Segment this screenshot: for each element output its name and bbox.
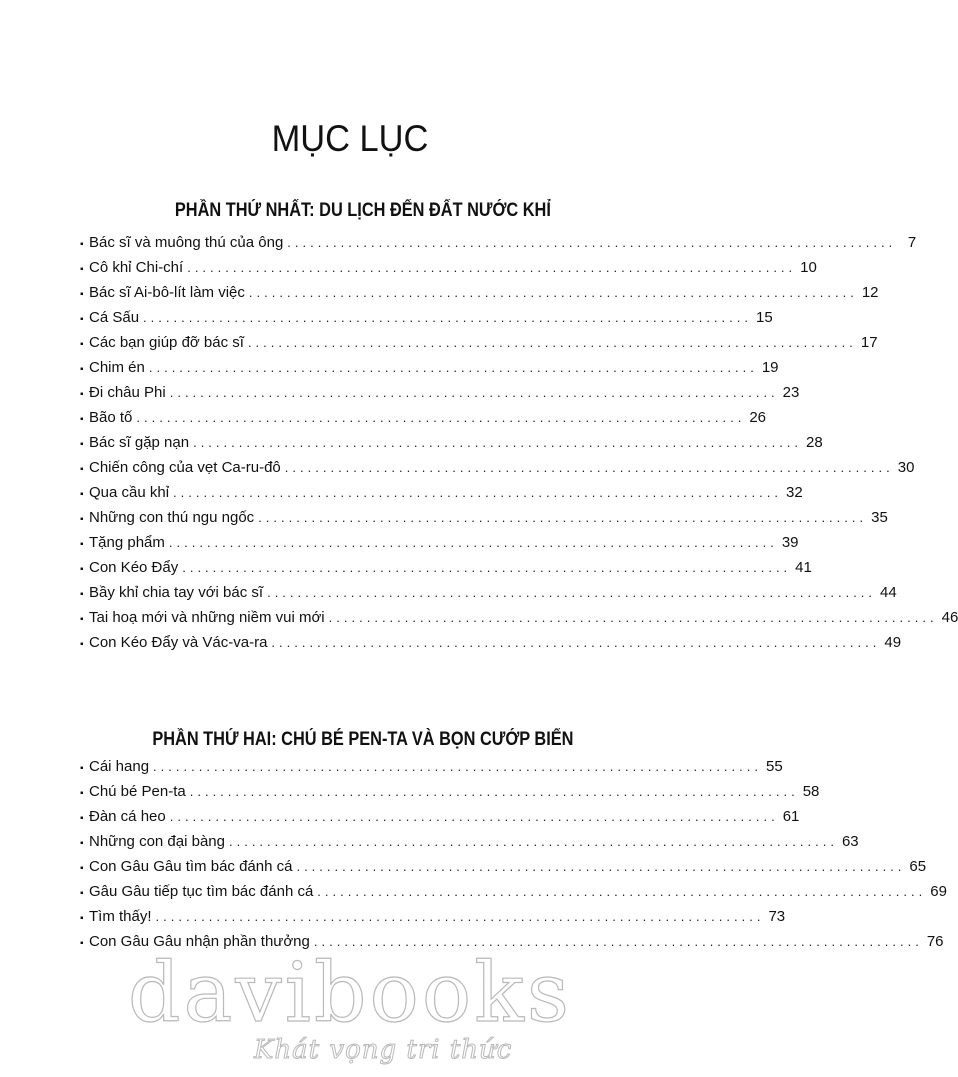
bullet-icon: ▪ xyxy=(80,439,84,450)
toc-entry xyxy=(80,380,800,405)
bullet-icon: ▪ xyxy=(80,514,84,525)
toc-entry-page: 73 xyxy=(768,908,786,925)
dot-leader: ................................................................................ xyxy=(193,435,803,450)
toc-entry-title: Qua cầu khỉ xyxy=(89,484,170,501)
toc-entry-page: 41 xyxy=(795,559,812,576)
toc-entry xyxy=(80,804,800,829)
dot-leader: ................................................................................ xyxy=(287,235,897,250)
toc-entry xyxy=(80,580,897,605)
section-heading-part-1: PHẦN THỨ NHẤT: DU LỊCH ĐẾN ĐẤT NƯỚC KHỈ xyxy=(174,200,551,221)
toc-list-part-2 xyxy=(80,754,947,954)
toc-entry-title: Các bạn giúp đỡ bác sĩ xyxy=(89,334,244,351)
toc-entry-page: 30 xyxy=(897,459,915,476)
toc-entry-title: Chiến công của vẹt Ca-ru-đô xyxy=(89,459,281,476)
toc-entry-title: Chim én xyxy=(89,359,145,376)
toc-entry-page: 12 xyxy=(861,284,879,301)
dot-leader: ................................................................................ xyxy=(328,610,938,625)
toc-entry xyxy=(80,430,823,455)
toc-entry-page: 76 xyxy=(926,933,944,950)
toc-entry xyxy=(80,854,927,879)
toc-entry xyxy=(80,879,947,904)
toc-entry-page: 69 xyxy=(930,883,947,900)
toc-entry xyxy=(80,305,773,330)
toc-entry-page: 46 xyxy=(941,609,958,626)
dot-leader: ................................................................................ xyxy=(296,859,906,874)
dot-leader: ................................................................................ xyxy=(143,310,752,325)
toc-entry-page: 17 xyxy=(860,334,878,351)
dot-leader: ................................................................................ xyxy=(284,460,894,475)
toc-entry-title: Đàn cá heo xyxy=(89,808,166,825)
toc-entry-title: Những con thú ngu ngốc xyxy=(89,509,255,526)
toc-entry-title: Bầy khỉ chia tay với bác sĩ xyxy=(89,584,264,601)
bullet-icon: ▪ xyxy=(80,414,84,425)
toc-entry-page: 61 xyxy=(782,808,800,825)
toc-entry-page: 10 xyxy=(800,259,817,276)
toc-entry-page: 44 xyxy=(880,584,897,601)
toc-entry-title: Bác sĩ và muông thú của ông xyxy=(89,234,284,251)
section-heading-part-2: PHẦN THỨ HAI: CHÚ BÉ PEN-TA VÀ BỌN CƯỚP BIỂN xyxy=(152,729,574,750)
toc-entry xyxy=(80,829,859,854)
toc-entry xyxy=(80,904,786,929)
toc-entry-title: Đi châu Phi xyxy=(89,384,166,401)
toc-entry xyxy=(80,605,958,630)
dot-leader: ................................................................................ xyxy=(271,635,881,650)
bullet-icon: ▪ xyxy=(80,639,84,650)
bullet-icon: ▪ xyxy=(80,489,84,500)
toc-entry-title: Bão tố xyxy=(89,409,133,426)
watermark-brand: davibooks xyxy=(128,946,572,1041)
dot-leader: ................................................................................ xyxy=(267,585,877,600)
toc-entry-page: 55 xyxy=(766,758,783,775)
dot-leader: ................................................................................ xyxy=(317,884,927,899)
watermark-slogan: Khát vọng tri thức xyxy=(254,1035,513,1065)
toc-entry xyxy=(80,630,902,655)
bullet-icon: ▪ xyxy=(80,589,84,600)
toc-entry-title: Cái hang xyxy=(89,758,150,775)
toc-entry-page: 23 xyxy=(782,384,800,401)
bullet-icon: ▪ xyxy=(80,239,84,250)
bullet-icon: ▪ xyxy=(80,813,84,824)
dot-leader: ................................................................................ xyxy=(182,560,792,575)
dot-leader: ................................................................................ xyxy=(148,360,758,375)
dot-leader: ................................................................................ xyxy=(169,385,779,400)
toc-entry-page: 19 xyxy=(761,359,779,376)
toc-entry xyxy=(80,505,888,530)
toc-entry-page: 49 xyxy=(884,634,902,651)
toc-entry-page: 15 xyxy=(756,309,773,326)
toc-entry-page: 35 xyxy=(871,509,888,526)
toc-entry-title: Bác sĩ gặp nạn xyxy=(89,434,190,451)
toc-entry-title: Con Gâu Gâu nhận phần thưởng xyxy=(89,933,310,950)
toc-entry-page: 32 xyxy=(786,484,803,501)
toc-entry-page: 39 xyxy=(781,534,799,551)
bullet-icon: ▪ xyxy=(80,614,84,625)
toc-entry-title: Con Kéo Đẩy và Vác-va-ra xyxy=(89,634,268,651)
toc-entry xyxy=(80,779,820,804)
toc-entry xyxy=(80,280,879,305)
dot-leader: ................................................................................ xyxy=(248,285,858,300)
toc-entry-page: 28 xyxy=(806,434,823,451)
bullet-icon: ▪ xyxy=(80,913,84,924)
bullet-icon: ▪ xyxy=(80,389,84,400)
bullet-icon: ▪ xyxy=(80,838,84,849)
bullet-icon: ▪ xyxy=(80,788,84,799)
toc-entry-title: Bác sĩ Ai-bô-lít làm việc xyxy=(89,284,245,301)
toc-entry xyxy=(80,754,783,779)
toc-entry xyxy=(80,230,917,255)
toc-entry-title: Gâu Gâu tiếp tục tìm bác đánh cá xyxy=(89,883,314,900)
dot-leader: ................................................................................ xyxy=(168,535,778,550)
dot-leader: ................................................................................ xyxy=(155,909,765,924)
dot-leader: ................................................................................ xyxy=(136,410,746,425)
toc-list-part-1 xyxy=(80,230,958,655)
bullet-icon: ▪ xyxy=(80,564,84,575)
toc-entry-page: 26 xyxy=(749,409,767,426)
toc-entry-title: Chú bé Pen-ta xyxy=(89,783,186,800)
toc-entry-title: Những con đại bàng xyxy=(89,833,225,850)
toc-entry-title: Cô khỉ Chi-chí xyxy=(89,259,184,276)
bullet-icon: ▪ xyxy=(80,339,84,350)
bullet-icon: ▪ xyxy=(80,364,84,375)
dot-leader: ................................................................................ xyxy=(187,260,797,275)
dot-leader: ................................................................................ xyxy=(153,759,762,774)
bullet-icon: ▪ xyxy=(80,938,84,949)
toc-entry xyxy=(80,455,915,480)
bullet-icon: ▪ xyxy=(80,289,84,300)
toc-entry xyxy=(80,480,803,505)
dot-leader: ................................................................................ xyxy=(189,784,799,799)
toc-entry-page: 7 xyxy=(907,234,917,251)
dot-leader: ................................................................................ xyxy=(247,335,857,350)
page-title: MỤC LỤC xyxy=(271,118,429,159)
toc-entry xyxy=(80,355,779,380)
toc-entry xyxy=(80,530,799,555)
toc-entry xyxy=(80,555,812,580)
bullet-icon: ▪ xyxy=(80,888,84,899)
toc-entry-title: Con Gâu Gâu tìm bác đánh cá xyxy=(89,858,293,875)
toc-entry-title: Cá Sấu xyxy=(89,309,140,326)
toc-entry xyxy=(80,405,767,430)
bullet-icon: ▪ xyxy=(80,464,84,475)
toc-entry-title: Con Kéo Đẩy xyxy=(89,559,179,576)
toc-entry-page: 65 xyxy=(909,858,927,875)
toc-entry-title: Tặng phẩm xyxy=(89,534,165,551)
dot-leader: ................................................................................ xyxy=(169,809,779,824)
bullet-icon: ▪ xyxy=(80,314,84,325)
dot-leader: ................................................................................ xyxy=(258,510,868,525)
toc-entry-page: 63 xyxy=(841,833,859,850)
toc-entry-page: 58 xyxy=(802,783,820,800)
toc-entry-title: Tai hoạ mới và những niềm vui mới xyxy=(89,609,325,626)
bullet-icon: ▪ xyxy=(80,264,84,275)
toc-entry xyxy=(80,255,817,280)
bullet-icon: ▪ xyxy=(80,863,84,874)
toc-entry-title: Tìm thấy! xyxy=(89,908,152,925)
dot-leader: ................................................................................ xyxy=(173,485,782,500)
toc-entry xyxy=(80,330,878,355)
bullet-icon: ▪ xyxy=(80,539,84,550)
bullet-icon: ▪ xyxy=(80,763,84,774)
dot-leader: ................................................................................ xyxy=(228,834,838,849)
dot-leader: ................................................................................ xyxy=(313,934,923,949)
